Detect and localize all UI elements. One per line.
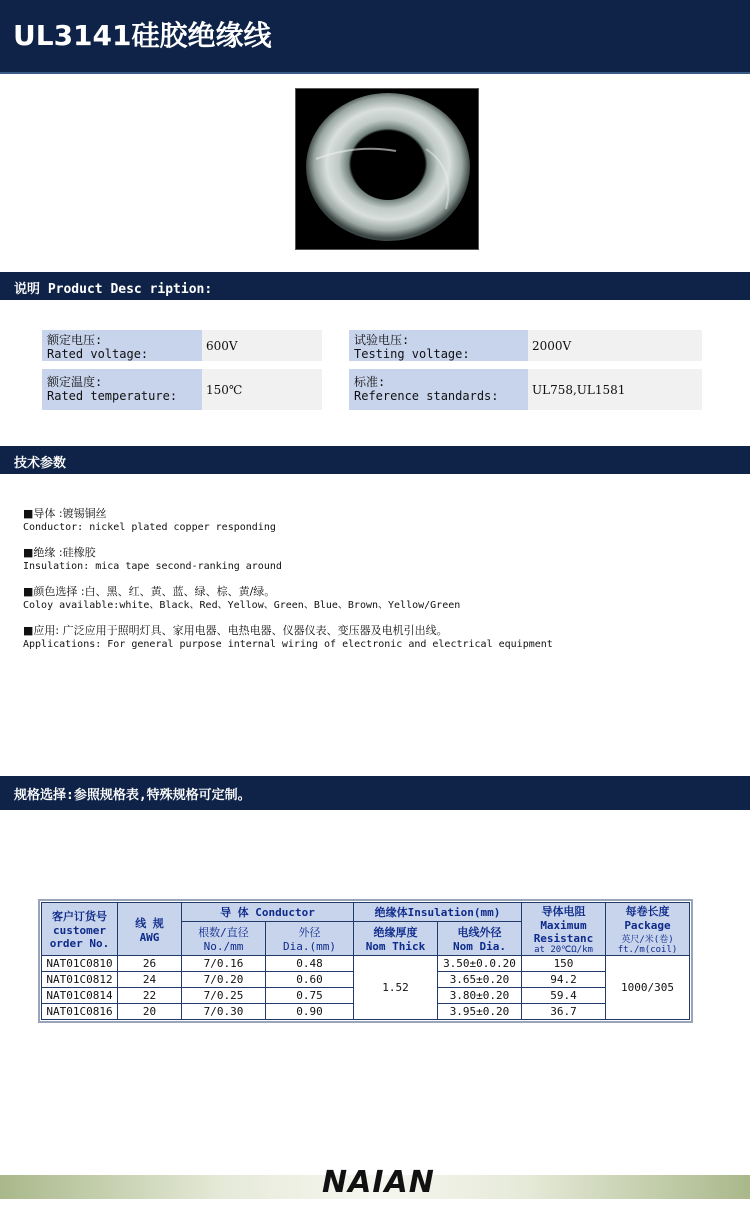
wire-od-header-zh: 电线外径	[457, 926, 502, 940]
order-cell: NAT01C0814	[42, 988, 118, 1004]
order-header-en2: order No.	[49, 937, 110, 950]
feature-conductor-zh: ■导体 :镀锡铜丝	[23, 507, 107, 520]
feature-applications	[23, 624, 553, 652]
description-section-title: 说明 Product Desc ription:	[14, 282, 213, 297]
resistance-cell: 94.2	[522, 972, 606, 988]
order-header-en1: customer	[53, 924, 106, 937]
feature-applications-en: Applications: For general purpose internal wiring of electronic and electrical equipment	[23, 639, 553, 650]
od-cell: 0.75	[266, 988, 354, 1004]
wire-od-header-en: Nom Dia.	[453, 940, 506, 954]
package-header-en: Package	[624, 919, 671, 932]
thickness-header-zh: 绝缘厚度	[373, 926, 418, 940]
reference-standards-label	[349, 369, 528, 410]
wire-od-cell: 3.50±0.0.20	[438, 956, 522, 972]
feature-conductor-en: Conductor: nickel plated copper responding	[23, 522, 276, 533]
wire-od-cell: 3.65±0.20	[438, 972, 522, 988]
rated-temperature-label-zh: 额定温度:	[47, 375, 103, 389]
rated-voltage-label-zh: 额定电压:	[47, 333, 103, 347]
feature-applications-zh: ■应用: 广泛应用于照明灯具、家用电器、电热电器、仪器仪表、变压器及电机引出线。	[23, 624, 448, 637]
spec-select-section-bar	[0, 776, 750, 810]
package-header-zh: 每卷长度	[625, 905, 670, 918]
feature-colors-en: Coloy available:white、Black、Red、Yellow、Green、Blue、Brown、Yellow/Green	[23, 600, 461, 611]
od-cell: 0.48	[266, 956, 354, 972]
reference-standards-label-zh: 标准:	[354, 375, 386, 389]
od-header: 外径	[298, 926, 321, 940]
rated-voltage-value: 600V	[202, 330, 322, 361]
feature-colors-zh: ■颜色选择 :白、黑、红、黄、蓝、绿、棕、黄/绿。	[23, 585, 276, 598]
col-od-header	[266, 922, 354, 956]
order-header-zh: 客户订货号	[52, 910, 107, 923]
awg-cell: 22	[118, 988, 182, 1004]
feature-insulation	[23, 546, 282, 574]
wire-od-cell: 3.80±0.20	[438, 988, 522, 1004]
awg-cell: 24	[118, 972, 182, 988]
rated-temperature-label-en: Rated temperature:	[47, 389, 178, 403]
tech-section-bar	[0, 446, 750, 474]
tech-section-title: 技术参数	[14, 456, 67, 471]
testing-voltage-label-zh: 试验电压:	[354, 333, 410, 347]
strands-cell: 7/0.30	[182, 1004, 266, 1020]
col-package-header	[606, 903, 690, 956]
title-bar	[0, 0, 750, 74]
od-header-unit: Dia.(mm)	[283, 940, 336, 954]
package-cell: 1000/305	[606, 956, 690, 1020]
insulation-header: 绝缘体Insulation(mm)	[354, 903, 522, 922]
conductor-header: 导 体 Conductor	[182, 903, 354, 922]
od-cell: 0.90	[266, 1004, 354, 1020]
wire-coil-image	[295, 88, 479, 250]
resistance-cell: 36.7	[522, 1004, 606, 1020]
testing-voltage-label-en: Testing voltage:	[354, 347, 470, 361]
order-cell: NAT01C0816	[42, 1004, 118, 1020]
rated-temperature-value: 150℃	[202, 369, 322, 410]
awg-header-zh: 线 规	[135, 916, 164, 930]
table-row	[42, 956, 690, 972]
strands-cell: 7/0.16	[182, 956, 266, 972]
package-header-unit2: ft./m(coil)	[617, 945, 678, 955]
resistance-header-en2: Resistanc	[533, 932, 594, 945]
resistance-cell: 150	[522, 956, 606, 972]
awg-header-en: AWG	[139, 930, 160, 944]
col-strands-header	[182, 922, 266, 956]
col-resistance-header	[522, 903, 606, 956]
order-cell: NAT01C0812	[42, 972, 118, 988]
resistance-header-unit: at 20℃Ω/km	[534, 945, 593, 955]
brand-logo: NAIAN	[322, 1165, 435, 1200]
testing-voltage-value: 2000V	[528, 330, 702, 361]
rated-voltage-label-en: Rated voltage:	[47, 347, 149, 361]
testing-voltage-label	[349, 330, 528, 361]
wire-od-cell: 3.95±0.20	[438, 1004, 522, 1020]
package-header-unit1: 英尺/米(卷)	[621, 935, 674, 945]
strands-header: 根数/直径	[198, 926, 249, 940]
wire-coil-drawing	[296, 89, 478, 249]
strands-header-unit: No./mm	[203, 940, 244, 954]
feature-insulation-en: Insulation: mica tape second-ranking around	[23, 561, 282, 572]
rated-voltage-label	[42, 330, 202, 361]
col-thickness-header	[354, 922, 438, 956]
description-section-bar	[0, 272, 750, 300]
awg-cell: 26	[118, 956, 182, 972]
reference-standards-label-en: Reference standards:	[354, 389, 499, 403]
resistance-header-en1: Maximum	[540, 919, 587, 932]
resistance-cell: 59.4	[522, 988, 606, 1004]
strands-cell: 7/0.20	[182, 972, 266, 988]
page-title: UL3141硅胶绝缘线	[13, 19, 272, 52]
resistance-header-zh: 导体电阻	[541, 905, 586, 918]
col-wire-od-header	[438, 922, 522, 956]
col-awg-header	[118, 903, 182, 956]
rated-temperature-label	[42, 369, 202, 410]
reference-standards-value: UL758,UL1581	[528, 369, 702, 410]
feature-conductor	[23, 507, 276, 535]
od-cell: 0.60	[266, 972, 354, 988]
strands-cell: 7/0.25	[182, 988, 266, 1004]
feature-colors	[23, 585, 460, 613]
thickness-header-en: Nom Thick	[365, 940, 426, 954]
col-order-header	[42, 903, 118, 956]
order-cell: NAT01C0810	[42, 956, 118, 972]
thickness-cell: 1.52	[354, 956, 438, 1020]
feature-insulation-zh: ■绝缘 :硅橡胶	[23, 546, 96, 559]
spec-select-section-title: 规格选择:参照规格表,特殊规格可定制。	[14, 788, 251, 803]
spec-table	[41, 902, 690, 1020]
awg-cell: 20	[118, 1004, 182, 1020]
